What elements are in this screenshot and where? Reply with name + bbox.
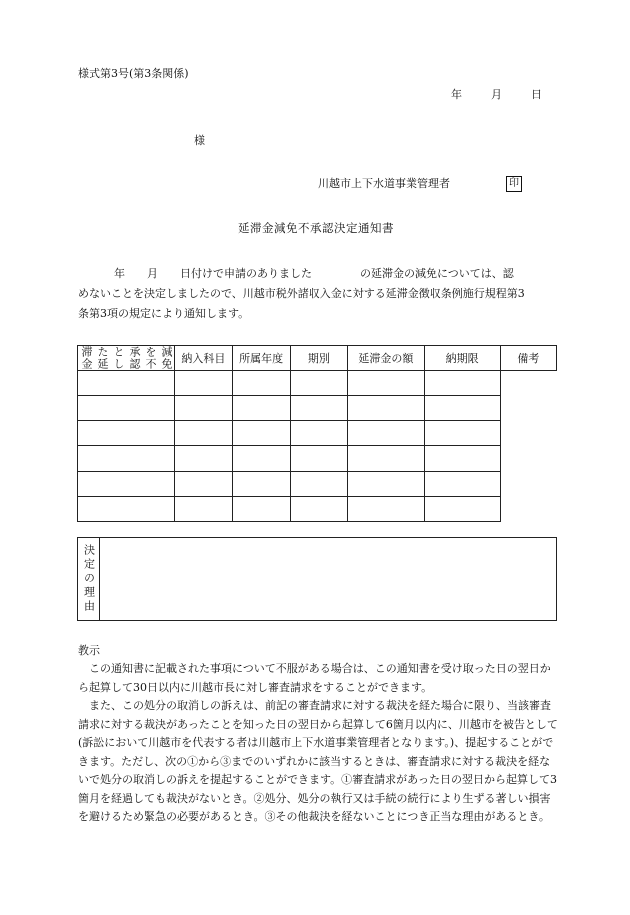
table-cell[interactable] [424, 371, 500, 396]
body-line-2: めないことを決定しましたので、川越市税外諸収入金に対する延滞金徴収条例施行規程第3 [78, 287, 525, 300]
table-cell[interactable] [290, 471, 348, 496]
body-day-text: 日付けで申請のありました [180, 267, 312, 280]
table-cell[interactable] [348, 471, 424, 496]
table-cell[interactable] [232, 446, 290, 471]
instruction-body [78, 660, 558, 827]
table-cell[interactable] [175, 446, 233, 471]
table-row [78, 371, 557, 396]
instruction-heading: 教示 [78, 644, 100, 657]
reason-value-cell[interactable] [100, 538, 557, 621]
table-cell[interactable] [348, 496, 424, 521]
table-row [78, 496, 557, 521]
table-cell[interactable] [232, 371, 290, 396]
table-cell[interactable] [232, 421, 290, 446]
table-cell[interactable] [175, 396, 233, 421]
table-cell[interactable] [424, 421, 500, 446]
body-line1-rest: の延滞金の減免については、認 [360, 267, 514, 280]
body-line-1 [78, 264, 558, 284]
table-cell[interactable] [175, 496, 233, 521]
fee-table [77, 345, 557, 522]
table-cell[interactable] [78, 496, 175, 521]
fee-table-side-label-cell [78, 346, 175, 371]
table-cell[interactable] [348, 371, 424, 396]
table-cell[interactable] [348, 446, 424, 471]
reason-label-cell [78, 538, 100, 621]
reason-label: 決定の理由 [82, 544, 96, 614]
table-cell[interactable] [348, 396, 424, 421]
notice-body-text [78, 264, 558, 324]
table-cell[interactable] [175, 371, 233, 396]
date-line [451, 87, 542, 103]
body-month: 月 [147, 267, 158, 280]
table-cell[interactable] [290, 421, 348, 446]
column-header: 備考 [500, 346, 556, 371]
table-cell[interactable] [232, 471, 290, 496]
issuer-name: 川越市上下水道事業管理者 [318, 177, 450, 190]
body-year: 年 [114, 267, 125, 280]
table-cell[interactable] [78, 446, 175, 471]
table-cell[interactable] [78, 421, 175, 446]
column-header: 所属年度 [232, 346, 290, 371]
table-row [78, 471, 557, 496]
table-row [78, 446, 557, 471]
reason-table [77, 537, 557, 621]
document-title: 延滞金減免不承認決定通知書 [238, 221, 394, 235]
table-cell[interactable] [290, 446, 348, 471]
body-line-3: 条第3項の規定により通知します。 [78, 307, 250, 320]
table-cell[interactable] [78, 371, 175, 396]
date-year: 年 [451, 88, 462, 101]
table-cell[interactable] [232, 496, 290, 521]
recipient-suffix: 様 [194, 134, 205, 147]
table-cell[interactable] [78, 396, 175, 421]
column-header: 延滞金の額 [348, 346, 424, 371]
table-row [78, 421, 557, 446]
table-cell[interactable] [232, 396, 290, 421]
table-row [78, 396, 557, 421]
table-cell[interactable] [424, 496, 500, 521]
table-cell[interactable] [348, 421, 424, 446]
table-cell[interactable] [290, 396, 348, 421]
date-day: 日 [531, 88, 542, 101]
table-cell[interactable] [424, 471, 500, 496]
column-header: 納入科目 [175, 346, 233, 371]
table-cell[interactable] [175, 471, 233, 496]
table-cell[interactable] [424, 446, 500, 471]
table-cell[interactable] [78, 471, 175, 496]
form-number: 様式第3号(第3条関係) [78, 67, 189, 80]
table-cell[interactable] [290, 496, 348, 521]
seal-mark: 印 [506, 176, 522, 192]
table-cell[interactable] [290, 371, 348, 396]
date-month: 月 [491, 88, 502, 101]
column-header: 納期限 [424, 346, 500, 371]
column-header: 期別 [290, 346, 348, 371]
fee-table-side-label: 減免を不承認とした延滞金 [80, 346, 173, 370]
table-cell[interactable] [175, 421, 233, 446]
instruction-paragraph-2: また、この処分の取消しの訴えは、前記の審査請求に対する裁決を経た場合に限り、当該審査請求に対する裁決があったことを知った日の翌日から起算して6箇月以内に、川越市を被告として(訴訟において川越市を代表する者は川越市上下水道事業管理者となります。)、提起することができます。ただし、次の①から③までのいずれかに該当するときは、審査請求に対する裁決を経ないで処分の取消しの訴えを提起することができます。①審査請求があった日の翌日から起算して3箇月を経過しても裁決がないとき。②処分、処分の執行又は手続の続行により生ずる著しい損害を避けるため緊急の必要があるとき。③その他裁決を経ないことにつき正当な理由があるとき。 [78, 699, 558, 823]
instruction-paragraph-1: この通知書に記載された事項について不服がある場合は、この通知書を受け取った日の翌日から起算して30日以内に川越市長に対し審査請求をすることができます。 [78, 662, 551, 694]
table-cell[interactable] [424, 396, 500, 421]
